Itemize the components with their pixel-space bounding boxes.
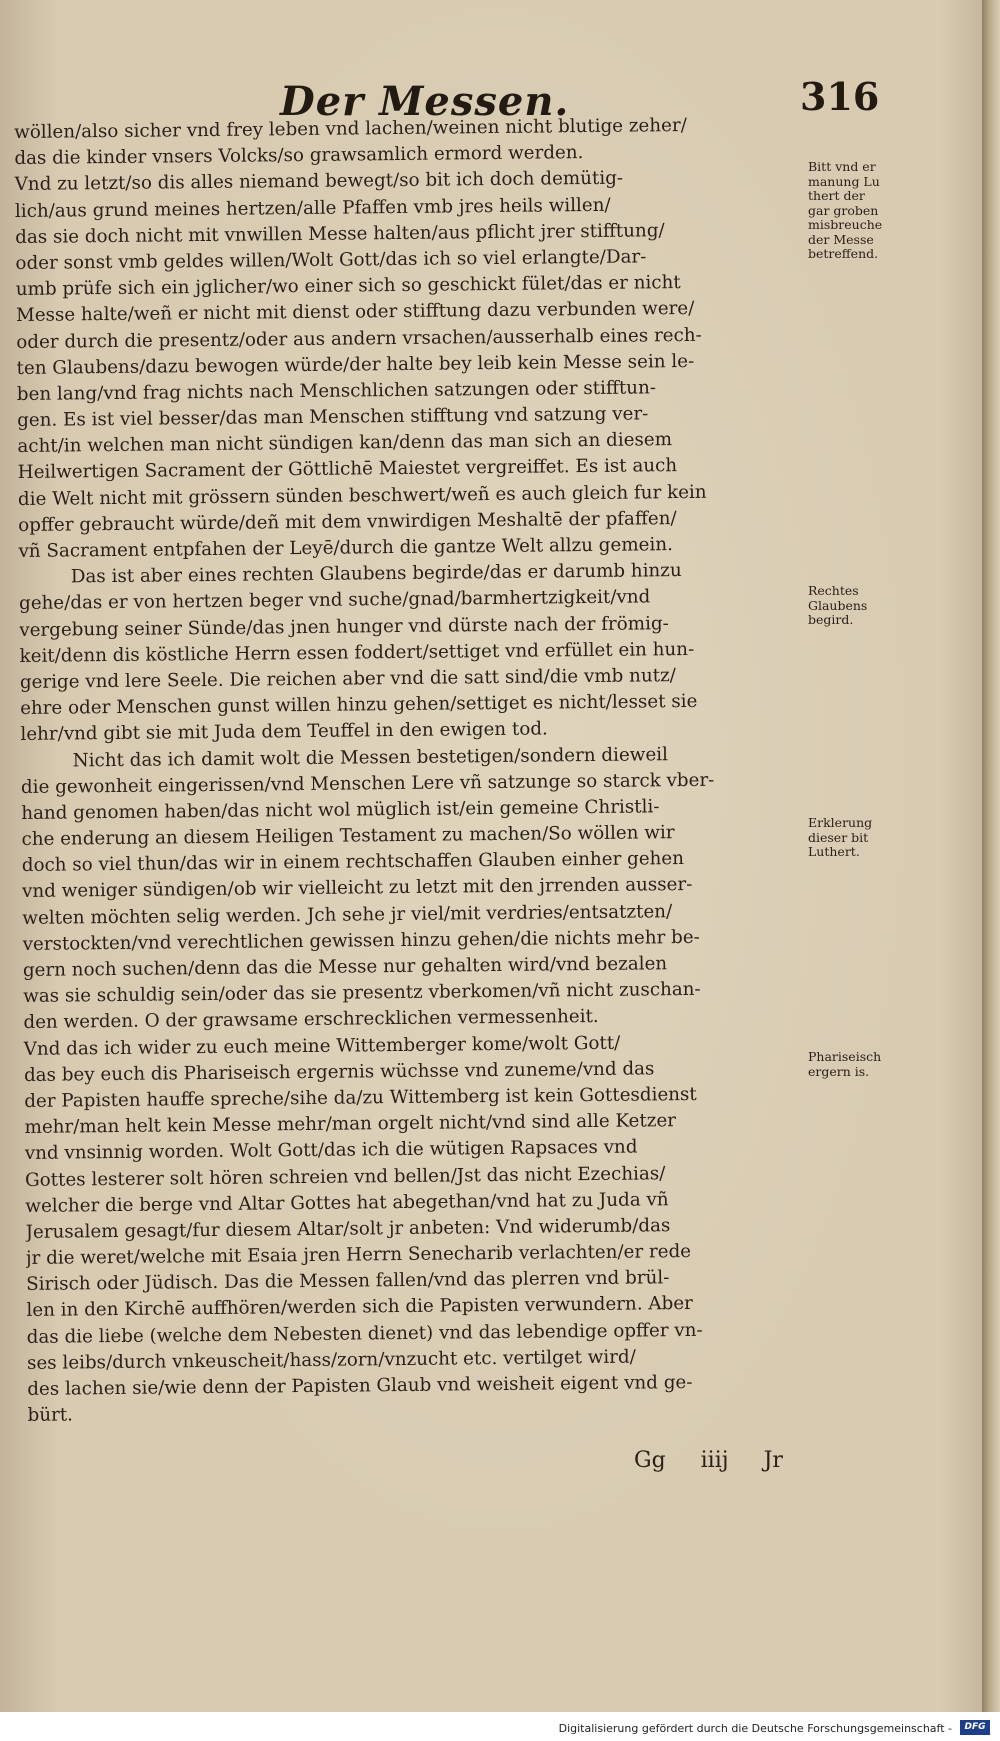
body-line: verstockten/vnd verechtlichen gewissen hinzu gehen/die nichts mehr be- [22,926,700,955]
body-line: Sirisch oder Jüdisch. Das die Messen fallen/vnd das plerren vnd brül- [26,1267,670,1296]
body-line: das die kinder vnsers Volcks/so grawsamlich ermord werden. [14,142,584,170]
body-line: das bey euch dis Phariseisch ergernis wüchsse vnd zuneme/vnd das [23,1058,655,1086]
body-line: hand genomen haben/das nicht wol müglich ist/ein gemeine Christli- [21,796,660,824]
body-line: gerige vnd lere Seele. Die reichen aber vnd die satt sind/die vmb nutz/ [19,665,676,693]
marginal-note-line: Rechtes [808,583,859,598]
body-line: das die liebe (welche dem Nebesten dienet) vnd das lebendige opffer vn- [26,1319,703,1348]
marginal-note-line: Bitt vnd er [808,159,876,174]
marginal-note-line: der Messe [808,231,874,247]
body-line: wöllen/also sicher vnd frey leben vnd lachen/weinen nicht blutige zeher/ [14,114,687,143]
body-line: was sie schuldig sein/oder das sie presentz vberkomen/vñ nicht zuschan- [23,979,701,1008]
body-line: umb prüfe sich ein jglicher/wo einer sich so geschickt fület/das er nicht [15,272,681,301]
body-line: keit/denn dis köstliche Herrn essen foddert/settiget vnd erfüllet ein hun- [19,638,695,667]
body-line: ehre oder Menschen gunst willen hinzu gehen/settiget es nicht/lesset sie [20,691,698,720]
body-line: ses leibs/durch vnkeuscheit/hass/zorn/vnzucht etc. vertilget wird/ [26,1346,636,1374]
body-line: Nicht das ich damit wolt die Messen bestetigen/sondern dieweil [72,743,669,771]
body-line: Jerusalem gesagt/fur diesem Altar/solt jr anbeten: Vnd widerumb/das [25,1215,671,1243]
body-line: Heilwertigen Sacrament der Göttlichē Maiestet vergreiffet. Es ist auch [17,455,678,484]
body-line: lich/aus grund meines hertzen/alle Pfaffen vmb jres heils willen/ [14,194,611,222]
body-line: opffer gebraucht würde/deñ mit dem vnwirdigen Meshaltē der pfaffen/ [18,507,677,536]
marginal-note-line: Luthert. [808,844,860,859]
body-line: mehr/man helt kein Messe mehr/man orgelt nicht/vnd sind alle Ketzer [24,1110,677,1139]
signature-mark: Gg iiij Jr [634,1448,783,1473]
body-line: Gottes lesterer solt hören schreien vnd bellen/Jst das nicht Ezechias/ [24,1162,666,1191]
body-line: ten Glaubens/dazu bewogen würde/der halte bey leib kein Messe sein le- [16,350,695,379]
body-line: welcher die berge vnd Altar Gottes hat abegethan/vnd hat zu Juda vñ [25,1188,669,1217]
marginal-note-line: gar groben [808,202,879,218]
body-line: acht/in welchen man nicht sündigen kan/denn das man sich an diesem [17,429,673,458]
running-head-title: Der Messen. [280,78,570,125]
marginal-note-explanation [808,816,928,860]
dfg-logo: DFG [960,1720,990,1735]
marginal-note-line: begird. [808,612,854,627]
marginal-note-line: betreffend. [808,246,879,261]
page-number: 316 [800,74,880,119]
body-line: oder durch die presentz/oder aus andern vrsachen/ausserhalb eines rech- [16,324,702,353]
body-line: die Welt nicht mit grössern sünden beschwert/weñ es auch gleich fur kein [17,481,707,510]
marginal-note-line: dieser bit [808,829,869,845]
body-line: Messe halte/weñ er nicht mit dienst oder stifftung dazu verbunden were/ [15,298,695,327]
marginal-note-line: Glaubens [808,597,868,613]
body-line: oder sonst vmb geldes willen/Wolt Gott/das ich so viel erlangte/Dar- [15,246,647,274]
book-edge [982,0,1000,1712]
body-line: che enderung an diesem Heiligen Testament zu machen/So wöllen wir [21,822,675,851]
body-line: bürt. [27,1404,74,1427]
body-line: welten möchten selig werden. Jch sehe jr viel/mit verdries/entsatzten/ [22,900,673,929]
marginal-note-line: manung Lu [808,173,880,189]
body-text-block [14,112,828,1430]
body-line: des lachen sie/wie denn der Papisten Glaub vnd weisheit eigent vnd ge- [27,1371,693,1400]
body-line: len in den Kirchē auffhören/werden sich die Papisten verwundern. Aber [26,1293,693,1322]
marginal-note-line: Phariseisch [808,1049,882,1064]
marginal-note-line: ergern is. [808,1063,870,1079]
marginal-note-line: misbreuche [808,217,883,232]
marginal-note-request [808,160,928,262]
body-line: die gewonheit eingerissen/vnd Menschen Lere vñ satzunge so starck vber- [20,769,715,798]
body-line: Vnd zu letzt/so dis alles niemand bewegt/so bit ich doch demütig- [14,168,624,196]
marginal-note-pharisaic [808,1050,928,1079]
body-line: gern noch suchen/denn das die Messe nur gehalten wird/vnd bezalen [22,953,668,981]
body-line: doch so viel thun/das wir in einem rechtschaffen Glauben einher gehen [21,848,685,877]
body-line: den werden. O der grawsame erschrecklichen vermessenheit. [23,1006,599,1034]
body-line: vñ Sacrament entpfahen der Leyē/durch die gantze Welt allzu gemein. [18,534,673,562]
body-line: gen. Es ist viel besser/das man Menschen stifftung vnd satzung ver- [17,403,649,432]
body-line: vnd weniger sündigen/ob wir vielleicht zu letzt mit den jrrenden ausser- [21,874,693,903]
marginal-note-line: Erklerung [808,815,873,830]
body-line: Vnd das ich wider zu euch meine Wittemberger kome/wolt Gott/ [23,1032,621,1060]
funding-credit: Digitalisierung gefördert durch die Deutsche Forschungsgemeinschaft - [558,1722,952,1735]
marginal-note-line: thert der [808,188,865,203]
body-line: jr die weret/welche mit Esaia jren Herrn Senecharib verlachten/er rede [25,1241,692,1269]
body-line: gehe/das er von hertzen beger vnd suche/gnad/barmhertzigkeit/vnd [18,586,651,615]
body-line: Das ist aber eines rechten Glaubens begirde/das er darumb hinzu [70,560,682,588]
body-line: der Papisten hauffe spreche/sihe da/zu Wittemberg ist kein Gottesdienst [24,1083,697,1112]
marginal-note-faith [808,584,928,628]
body-line: lehr/vnd gibt sie mit Juda dem Teuffel in den ewigen tod. [20,718,548,746]
body-line: vnd vnsinnig worden. Wolt Gott/das ich die wütigen Rapsaces vnd [24,1136,638,1165]
body-line: ben lang/vnd frag nichts nach Menschlichen satzungen oder stifftun- [16,377,657,405]
body-line: vergebung seiner Sünde/das jnen hunger vnd dürste nach der frömig- [19,612,669,641]
body-line: das sie doch nicht mit vnwillen Messe halten/aus pflicht jrer stifftung/ [15,219,665,248]
